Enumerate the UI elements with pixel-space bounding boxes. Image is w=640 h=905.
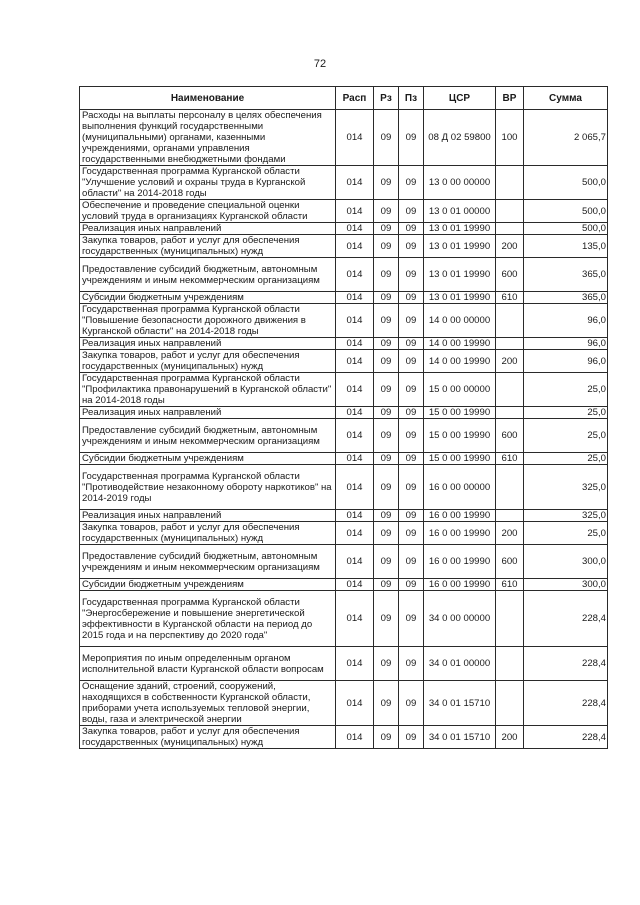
- cell-sum: 325,0: [524, 465, 608, 510]
- cell-pz: 09: [399, 292, 424, 304]
- cell-name: Расходы на выплаты персоналу в целях обеспечения выполнения функций государственными (муниципальными) органами, казенными учреждениями, органами управления государственными внебюджетными фондами: [80, 110, 336, 166]
- cell-rasp: 014: [336, 647, 374, 681]
- cell-csr: 16 0 00 19990: [424, 510, 496, 522]
- cell-vr: 200: [496, 726, 524, 749]
- cell-name: Реализация иных направлений: [80, 338, 336, 350]
- cell-rz: 09: [374, 591, 399, 647]
- table-row: [80, 200, 608, 223]
- cell-name: Государственная программа Курганской области "Энергосбережение и повышение энергетической эффективности в Курганской области на период до 2015 года и на перспективу до 2020 года": [80, 591, 336, 647]
- cell-vr: [496, 304, 524, 338]
- cell-rz: 09: [374, 304, 399, 338]
- cell-vr: 600: [496, 545, 524, 579]
- cell-pz: 09: [399, 522, 424, 545]
- cell-name: Субсидии бюджетным учреждениям: [80, 453, 336, 465]
- cell-pz: 09: [399, 200, 424, 223]
- cell-pz: 09: [399, 647, 424, 681]
- cell-pz: 09: [399, 110, 424, 166]
- cell-vr: [496, 407, 524, 419]
- table-row: [80, 166, 608, 200]
- cell-pz: 09: [399, 453, 424, 465]
- cell-rz: 09: [374, 258, 399, 292]
- cell-pz: 09: [399, 350, 424, 373]
- cell-rasp: 014: [336, 453, 374, 465]
- cell-rasp: 014: [336, 350, 374, 373]
- cell-sum: 365,0: [524, 258, 608, 292]
- cell-sum: 25,0: [524, 522, 608, 545]
- cell-name: Оснащение зданий, строений, сооружений, находящихся в собственности Курганской области, приборами учета используемых тепловой энергии, воды, газа и электрической энергии: [80, 681, 336, 726]
- table-row: [80, 726, 608, 749]
- page-number: 72: [313, 58, 327, 70]
- cell-name: Реализация иных направлений: [80, 510, 336, 522]
- cell-name: Предоставление субсидий бюджетным, автономным учреждениям и иным некоммерческим организациям: [80, 419, 336, 453]
- cell-pz: 09: [399, 419, 424, 453]
- cell-sum: 325,0: [524, 510, 608, 522]
- cell-csr: 13 0 01 00000: [424, 200, 496, 223]
- cell-pz: 09: [399, 223, 424, 235]
- cell-rz: 09: [374, 465, 399, 510]
- cell-rasp: 014: [336, 726, 374, 749]
- cell-vr: 610: [496, 292, 524, 304]
- cell-pz: 09: [399, 726, 424, 749]
- cell-rasp: 014: [336, 407, 374, 419]
- cell-rz: 09: [374, 522, 399, 545]
- cell-csr: 14 0 00 19990: [424, 338, 496, 350]
- cell-csr: 16 0 00 19990: [424, 545, 496, 579]
- cell-csr: 08 Д 02 59800: [424, 110, 496, 166]
- cell-csr: 16 0 00 19990: [424, 579, 496, 591]
- cell-rasp: 014: [336, 304, 374, 338]
- cell-name: Государственная программа Курганской области "Улучшение условий и охраны труда в Курганской области" на 2014-2018 годы: [80, 166, 336, 200]
- cell-rz: 09: [374, 681, 399, 726]
- cell-vr: [496, 591, 524, 647]
- cell-name: Государственная программа Курганской области "Противодействие незаконному обороту наркотиков" на 2014-2019 годы: [80, 465, 336, 510]
- cell-vr: [496, 647, 524, 681]
- cell-rz: 09: [374, 338, 399, 350]
- cell-rz: 09: [374, 166, 399, 200]
- cell-name: Закупка товаров, работ и услуг для обеспечения государственных (муниципальных) нужд: [80, 350, 336, 373]
- cell-csr: 16 0 00 19990: [424, 522, 496, 545]
- cell-rasp: 014: [336, 292, 374, 304]
- cell-rasp: 014: [336, 166, 374, 200]
- cell-rasp: 014: [336, 681, 374, 726]
- cell-vr: 200: [496, 522, 524, 545]
- cell-rz: 09: [374, 223, 399, 235]
- table-row: [80, 591, 608, 647]
- cell-csr: 14 0 00 00000: [424, 304, 496, 338]
- cell-csr: 13 0 01 19990: [424, 223, 496, 235]
- table-row: [80, 110, 608, 166]
- table-row: [80, 292, 608, 304]
- cell-name: Предоставление субсидий бюджетным, автономным учреждениям и иным некоммерческим организациям: [80, 545, 336, 579]
- cell-rz: 09: [374, 453, 399, 465]
- table-body: [80, 110, 608, 749]
- cell-sum: 2 065,7: [524, 110, 608, 166]
- cell-vr: [496, 338, 524, 350]
- cell-vr: [496, 166, 524, 200]
- cell-rasp: 014: [336, 465, 374, 510]
- cell-pz: 09: [399, 510, 424, 522]
- cell-pz: 09: [399, 545, 424, 579]
- cell-csr: 34 0 01 15710: [424, 681, 496, 726]
- cell-vr: [496, 373, 524, 407]
- cell-sum: 300,0: [524, 545, 608, 579]
- cell-csr: 34 0 01 00000: [424, 647, 496, 681]
- table-row: [80, 373, 608, 407]
- table-row: [80, 407, 608, 419]
- header-vr: ВР: [496, 87, 524, 110]
- cell-name: Реализация иных направлений: [80, 223, 336, 235]
- cell-vr: 610: [496, 453, 524, 465]
- cell-sum: 500,0: [524, 223, 608, 235]
- cell-csr: 34 0 01 15710: [424, 726, 496, 749]
- cell-sum: 500,0: [524, 166, 608, 200]
- header-rasp: Расп: [336, 87, 374, 110]
- cell-name: Реализация иных направлений: [80, 407, 336, 419]
- cell-sum: 300,0: [524, 579, 608, 591]
- cell-csr: 13 0 00 00000: [424, 166, 496, 200]
- table-row: [80, 510, 608, 522]
- cell-rz: 09: [374, 235, 399, 258]
- cell-vr: [496, 510, 524, 522]
- cell-rasp: 014: [336, 510, 374, 522]
- cell-vr: 600: [496, 419, 524, 453]
- cell-sum: 228,4: [524, 726, 608, 749]
- cell-vr: [496, 465, 524, 510]
- cell-rz: 09: [374, 419, 399, 453]
- cell-sum: 96,0: [524, 304, 608, 338]
- cell-pz: 09: [399, 591, 424, 647]
- cell-rasp: 014: [336, 373, 374, 407]
- cell-sum: 228,4: [524, 647, 608, 681]
- cell-rz: 09: [374, 726, 399, 749]
- cell-csr: 15 0 00 19990: [424, 453, 496, 465]
- cell-csr: 13 0 01 19990: [424, 292, 496, 304]
- cell-pz: 09: [399, 681, 424, 726]
- cell-sum: 25,0: [524, 419, 608, 453]
- cell-name: Мероприятия по иным определенным органом исполнительной власти Курганской области вопросам: [80, 647, 336, 681]
- cell-pz: 09: [399, 235, 424, 258]
- table-row: [80, 579, 608, 591]
- cell-vr: 100: [496, 110, 524, 166]
- cell-pz: 09: [399, 304, 424, 338]
- cell-name: Государственная программа Курганской области "Повышение безопасности дорожного движения в Курганской области" на 2014-2018 годы: [80, 304, 336, 338]
- cell-rasp: 014: [336, 235, 374, 258]
- cell-csr: 15 0 00 19990: [424, 407, 496, 419]
- table-row: [80, 258, 608, 292]
- cell-rz: 09: [374, 292, 399, 304]
- cell-rz: 09: [374, 350, 399, 373]
- cell-sum: 96,0: [524, 338, 608, 350]
- cell-csr: 13 0 01 19990: [424, 235, 496, 258]
- cell-sum: 228,4: [524, 591, 608, 647]
- cell-pz: 09: [399, 166, 424, 200]
- cell-rz: 09: [374, 647, 399, 681]
- table-row: [80, 681, 608, 726]
- cell-rasp: 014: [336, 419, 374, 453]
- table-row: [80, 223, 608, 235]
- cell-csr: 16 0 00 00000: [424, 465, 496, 510]
- cell-rz: 09: [374, 407, 399, 419]
- cell-csr: 15 0 00 19990: [424, 419, 496, 453]
- cell-name: Субсидии бюджетным учреждениям: [80, 292, 336, 304]
- cell-name: Государственная программа Курганской области "Профилактика правонарушений в Курганской области" на 2014-2018 годы: [80, 373, 336, 407]
- budget-table: [79, 86, 608, 749]
- cell-name: Закупка товаров, работ и услуг для обеспечения государственных (муниципальных) нужд: [80, 235, 336, 258]
- table-row: [80, 419, 608, 453]
- table-row: [80, 304, 608, 338]
- cell-csr: 15 0 00 00000: [424, 373, 496, 407]
- table-row: [80, 545, 608, 579]
- header-name: Наименование: [80, 87, 336, 110]
- cell-pz: 09: [399, 373, 424, 407]
- cell-rz: 09: [374, 579, 399, 591]
- cell-rz: 09: [374, 510, 399, 522]
- cell-sum: 96,0: [524, 350, 608, 373]
- cell-name: Закупка товаров, работ и услуг для обеспечения государственных (муниципальных) нужд: [80, 726, 336, 749]
- cell-rasp: 014: [336, 545, 374, 579]
- header-rz: Рз: [374, 87, 399, 110]
- header-pz: Пз: [399, 87, 424, 110]
- cell-pz: 09: [399, 465, 424, 510]
- cell-vr: 200: [496, 350, 524, 373]
- table-header-row: [80, 87, 608, 110]
- cell-csr: 13 0 01 19990: [424, 258, 496, 292]
- cell-sum: 25,0: [524, 373, 608, 407]
- cell-sum: 25,0: [524, 453, 608, 465]
- cell-vr: 610: [496, 579, 524, 591]
- cell-vr: [496, 223, 524, 235]
- cell-sum: 135,0: [524, 235, 608, 258]
- cell-name: Предоставление субсидий бюджетным, автономным учреждениям и иным некоммерческим организациям: [80, 258, 336, 292]
- cell-sum: 500,0: [524, 200, 608, 223]
- table-row: [80, 350, 608, 373]
- cell-vr: 200: [496, 235, 524, 258]
- table-row: [80, 235, 608, 258]
- cell-sum: 228,4: [524, 681, 608, 726]
- table-row: [80, 465, 608, 510]
- cell-pz: 09: [399, 258, 424, 292]
- cell-csr: 34 0 00 00000: [424, 591, 496, 647]
- table-row: [80, 522, 608, 545]
- cell-pz: 09: [399, 407, 424, 419]
- cell-pz: 09: [399, 579, 424, 591]
- cell-name: Субсидии бюджетным учреждениям: [80, 579, 336, 591]
- header-csr: ЦСР: [424, 87, 496, 110]
- cell-rasp: 014: [336, 338, 374, 350]
- cell-rasp: 014: [336, 223, 374, 235]
- cell-sum: 25,0: [524, 407, 608, 419]
- table-row: [80, 647, 608, 681]
- table-row: [80, 453, 608, 465]
- cell-pz: 09: [399, 338, 424, 350]
- table-row: [80, 338, 608, 350]
- cell-rasp: 014: [336, 522, 374, 545]
- cell-sum: 365,0: [524, 292, 608, 304]
- cell-vr: [496, 681, 524, 726]
- cell-name: Обеспечение и проведение специальной оценки условий труда в организациях Курганской области: [80, 200, 336, 223]
- cell-name: Закупка товаров, работ и услуг для обеспечения государственных (муниципальных) нужд: [80, 522, 336, 545]
- cell-rasp: 014: [336, 579, 374, 591]
- cell-rz: 09: [374, 545, 399, 579]
- cell-rasp: 014: [336, 110, 374, 166]
- cell-rz: 09: [374, 110, 399, 166]
- cell-vr: [496, 200, 524, 223]
- cell-rz: 09: [374, 373, 399, 407]
- header-sum: Сумма: [524, 87, 608, 110]
- cell-rasp: 014: [336, 258, 374, 292]
- cell-vr: 600: [496, 258, 524, 292]
- cell-rasp: 014: [336, 591, 374, 647]
- cell-csr: 14 0 00 19990: [424, 350, 496, 373]
- cell-rz: 09: [374, 200, 399, 223]
- cell-rasp: 014: [336, 200, 374, 223]
